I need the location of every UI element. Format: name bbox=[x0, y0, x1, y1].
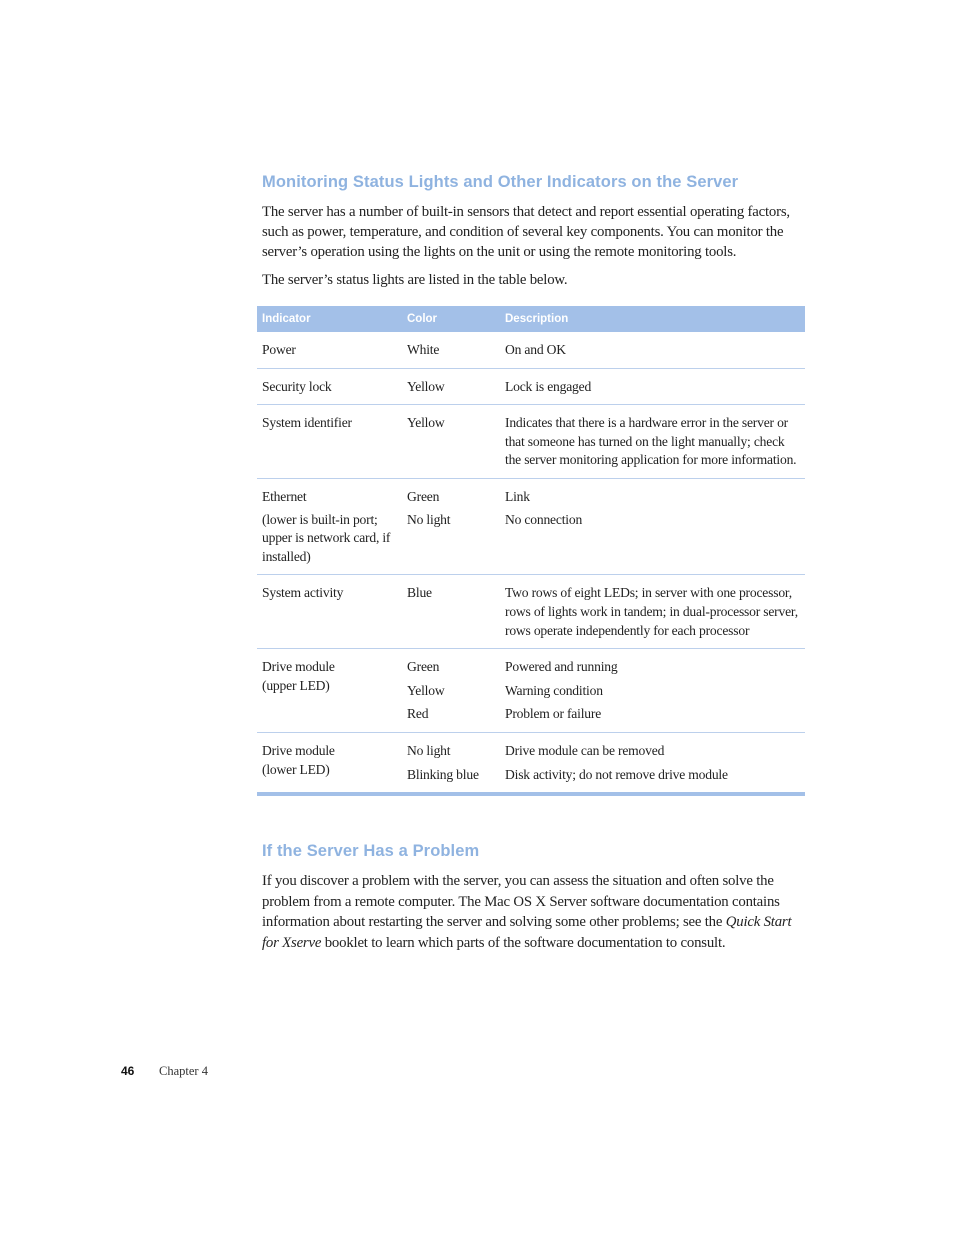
color-value: Green bbox=[407, 659, 440, 675]
indicator-name: Drive module bbox=[262, 742, 335, 758]
table-row bbox=[257, 405, 805, 479]
table-header-row bbox=[257, 306, 805, 332]
status-lights-table bbox=[257, 306, 805, 796]
cell-description bbox=[500, 732, 805, 794]
quick-start-title: Quick Start for Xserve bbox=[262, 914, 792, 951]
cell-indicator: Power bbox=[257, 332, 402, 369]
description-value: Drive module can be removed bbox=[505, 742, 665, 758]
description-value: Disk activity; do not remove drive module bbox=[505, 766, 728, 782]
table-row bbox=[257, 649, 805, 733]
description-value: Problem or failure bbox=[505, 706, 602, 722]
color-value: Green bbox=[407, 488, 440, 504]
table-row bbox=[257, 575, 805, 649]
cell-color bbox=[402, 732, 500, 794]
section-heading-monitoring: Monitoring Status Lights and Other Indicators on the Server bbox=[262, 173, 739, 191]
color-value: Blinking blue bbox=[407, 766, 479, 782]
intro-paragraph: The server has a number of built-in sensors that detect and report essential operating factors, such as power, temperature, and condition of several key components. You can monitor the server’s operation using the lights on the unit or using the remote monitoring tools. bbox=[262, 204, 790, 260]
cell-description bbox=[500, 649, 805, 733]
cell-color: Blue bbox=[402, 575, 500, 649]
color-value: Yellow bbox=[407, 682, 445, 698]
cell-description: Two rows of eight LEDs; in server with one processor, rows of lights work in tandem; in dual-processor server, rows operate independently for each processor bbox=[500, 575, 805, 649]
chapter-label: Chapter 4 bbox=[159, 1064, 208, 1078]
table-row bbox=[257, 732, 805, 794]
problem-text-after: booklet to learn which parts of the software documentation to consult. bbox=[321, 934, 726, 951]
cell-description bbox=[500, 478, 805, 574]
header-indicator: Indicator bbox=[257, 306, 402, 332]
header-description: Description bbox=[500, 306, 805, 332]
table-intro-paragraph: The server’s status lights are listed in the table below. bbox=[262, 272, 568, 288]
cell-indicator bbox=[257, 732, 402, 794]
cell-description: Indicates that there is a hardware error in the server or that someone has turned on the light manually; check the server monitoring application for more information. bbox=[500, 405, 805, 479]
table-row bbox=[257, 478, 805, 574]
description-value: No connection bbox=[505, 511, 583, 527]
description-value: Link bbox=[505, 488, 530, 504]
section-heading-problem: If the Server Has a Problem bbox=[262, 842, 480, 860]
indicator-note: (lower is built-in port; upper is network card, if installed) bbox=[262, 511, 391, 564]
indicator-note: (lower LED) bbox=[262, 761, 330, 777]
cell-description: On and OK bbox=[500, 332, 805, 369]
indicator-name: Ethernet bbox=[262, 488, 307, 504]
indicator-name: Drive module bbox=[262, 659, 335, 675]
cell-color bbox=[402, 649, 500, 733]
problem-paragraph bbox=[262, 871, 792, 953]
cell-indicator: System identifier bbox=[257, 405, 402, 479]
cell-indicator bbox=[257, 478, 402, 574]
cell-color: Yellow bbox=[402, 368, 500, 405]
color-value: No light bbox=[407, 742, 451, 758]
cell-description: Lock is engaged bbox=[500, 368, 805, 405]
header-color: Color bbox=[402, 306, 500, 332]
description-value: Warning condition bbox=[505, 682, 603, 698]
cell-indicator bbox=[257, 649, 402, 733]
cell-color: Yellow bbox=[402, 405, 500, 479]
problem-text-before: If you discover a problem with the server, you can assess the situation and often solve the problem from a remote computer. The Mac OS X Server software documentation contains information about restarting the server and solving some other problems; see the bbox=[262, 873, 780, 930]
description-value: Powered and running bbox=[505, 659, 618, 675]
color-value: Red bbox=[407, 706, 429, 722]
table-row bbox=[257, 368, 805, 405]
cell-color bbox=[402, 478, 500, 574]
table-row bbox=[257, 332, 805, 369]
page-number: 46 bbox=[121, 1064, 135, 1078]
cell-indicator: System activity bbox=[257, 575, 402, 649]
cell-color: White bbox=[402, 332, 500, 369]
indicator-note: (upper LED) bbox=[262, 677, 330, 693]
color-value: No light bbox=[407, 511, 451, 527]
cell-indicator: Security lock bbox=[257, 368, 402, 405]
